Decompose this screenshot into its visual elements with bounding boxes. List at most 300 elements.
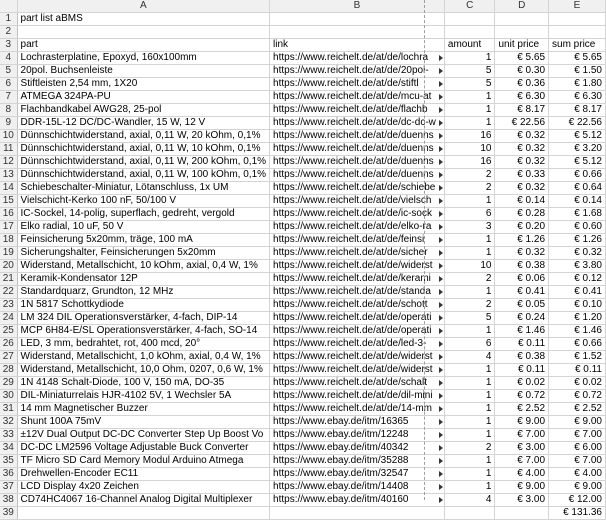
cell-sum-price[interactable]: € 1.26 xyxy=(549,234,606,247)
cell-sum-price[interactable]: € 6.00 xyxy=(549,442,606,455)
cell-amount[interactable]: 1 xyxy=(444,52,495,65)
cell-sum-price[interactable]: € 22.56 xyxy=(549,117,606,130)
row-number[interactable]: 18 xyxy=(0,234,17,247)
cell-amount[interactable]: 1 xyxy=(444,468,495,481)
cell-part[interactable]: Drehwellen-Encoder EC11 xyxy=(17,468,270,481)
text-overflow-arrow-icon xyxy=(439,432,443,438)
table-row xyxy=(0,260,606,273)
cell-part[interactable]: DDR-15L-12 DC/DC-Wandler, 15 W, 12 V xyxy=(17,117,270,130)
cell-link[interactable]: https://www.reichelt.de/at/de/kerami xyxy=(270,273,445,286)
cell-sum-price[interactable]: € 8.17 xyxy=(549,104,606,117)
row-number[interactable]: 24 xyxy=(0,312,17,325)
row-number[interactable]: 21 xyxy=(0,273,17,286)
table-row xyxy=(0,377,606,390)
cell-unit-price[interactable]: € 0.24 xyxy=(495,312,549,325)
cell-sum-price[interactable]: € 1.52 xyxy=(549,351,606,364)
row-number[interactable]: 15 xyxy=(0,195,17,208)
text-overflow-arrow-icon xyxy=(439,406,443,412)
cell-sum-price[interactable]: € 0.72 xyxy=(549,390,606,403)
cell-part[interactable]: Vielschicht-Kerko 100 nF, 50/100 V xyxy=(17,195,270,208)
text-overflow-arrow-icon xyxy=(439,120,443,126)
cell-unit-price[interactable]: € 0.32 xyxy=(495,130,549,143)
cell-part[interactable]: 14 mm Magnetischer Buzzer xyxy=(17,403,270,416)
text-overflow-arrow-icon xyxy=(439,315,443,321)
table-row xyxy=(0,52,606,65)
cell-sum-price[interactable]: € 7.00 xyxy=(549,455,606,468)
cell-amount[interactable]: 16 xyxy=(444,130,495,143)
cell-part[interactable]: MCP 6H84-E/SL Operationsverstärker, 4-fach, SO-14 xyxy=(17,325,270,338)
cell-part[interactable]: 1N 5817 Schottkydiode xyxy=(17,299,270,312)
table-row xyxy=(0,39,606,52)
table-row xyxy=(0,234,606,247)
cell-amount[interactable]: 1 xyxy=(444,455,495,468)
cell-empty[interactable] xyxy=(444,13,495,26)
cell-link[interactable]: https://www.reichelt.de/at/de/20pol- xyxy=(270,65,445,78)
cell-part[interactable]: Dünnschichtwiderstand, axial, 0,11 W, 200 kOhm, 0,1% xyxy=(17,156,270,169)
cell-sum-price[interactable]: € 0.64 xyxy=(549,182,606,195)
row-number[interactable]: 2 xyxy=(0,26,17,39)
cell-amount[interactable]: 6 xyxy=(444,338,495,351)
row-number[interactable]: 10 xyxy=(0,130,17,143)
cell-link[interactable]: https://www.reichelt.de/at/de/led-3- xyxy=(270,338,445,351)
row-number[interactable]: 23 xyxy=(0,299,17,312)
table-row xyxy=(0,143,606,156)
text-overflow-arrow-icon xyxy=(439,224,443,230)
row-number[interactable]: 30 xyxy=(0,390,17,403)
cell-link[interactable]: https://www.reichelt.de/at/de/standa xyxy=(270,286,445,299)
select-all-corner[interactable] xyxy=(0,0,17,13)
cell-empty[interactable] xyxy=(495,507,549,520)
cell-unit-price[interactable]: € 0.33 xyxy=(495,169,549,182)
cell-part[interactable]: LM 324 DIL Operationsverstärker, 4-fach, DIP-14 xyxy=(17,312,270,325)
cell-sum-price[interactable]: € 5.65 xyxy=(549,52,606,65)
cell-part[interactable]: Widerstand, Metallschicht, 10 kOhm, axial, 0,4 W, 1% xyxy=(17,260,270,273)
header-part[interactable]: part xyxy=(17,39,270,52)
row-number[interactable]: 3 xyxy=(0,39,17,52)
cell-unit-price[interactable]: € 5.65 xyxy=(495,52,549,65)
text-overflow-arrow-icon xyxy=(439,393,443,399)
table-row xyxy=(0,65,606,78)
header-sum-price[interactable]: sum price xyxy=(549,39,606,52)
row-number[interactable]: 32 xyxy=(0,416,17,429)
cell-empty[interactable] xyxy=(17,507,270,520)
cell-link[interactable]: https://www.ebay.de/itm/14408 xyxy=(270,481,445,494)
cell-link[interactable]: https://www.reichelt.de/at/de/dc-dc-w xyxy=(270,117,445,130)
text-overflow-arrow-icon xyxy=(439,419,443,425)
cell-amount[interactable]: 4 xyxy=(444,351,495,364)
table-row xyxy=(0,507,606,520)
cell-unit-price[interactable]: € 0.36 xyxy=(495,78,549,91)
cell-part[interactable]: Dünnschichtwiderstand, axial, 0,11 W, 10 kOhm, 0,1% xyxy=(17,143,270,156)
cell-sum-price[interactable]: € 0.12 xyxy=(549,273,606,286)
cell-part[interactable]: LED, 3 mm, bedrahtet, rot, 400 mcd, 20° xyxy=(17,338,270,351)
row-number[interactable]: 34 xyxy=(0,442,17,455)
cell-amount[interactable]: 5 xyxy=(444,312,495,325)
cell-link[interactable]: https://www.reichelt.de/at/de/elko-ra xyxy=(270,221,445,234)
cell-unit-price[interactable]: € 0.28 xyxy=(495,208,549,221)
cell-amount[interactable]: 10 xyxy=(444,260,495,273)
table-row xyxy=(0,351,606,364)
cell-sum-price[interactable]: € 2.52 xyxy=(549,403,606,416)
cell-part[interactable]: Widerstand, Metallschicht, 10,0 Ohm, 0207, 0,6 W, 1% xyxy=(17,364,270,377)
table-row xyxy=(0,312,606,325)
cell-part[interactable]: Elko radial, 10 uF, 50 V xyxy=(17,221,270,234)
cell-amount[interactable]: 2 xyxy=(444,299,495,312)
page-break-line xyxy=(424,0,425,500)
row-number[interactable]: 8 xyxy=(0,104,17,117)
cell-amount[interactable]: 1 xyxy=(444,364,495,377)
cell-amount[interactable]: 1 xyxy=(444,481,495,494)
cell-unit-price[interactable]: € 0.32 xyxy=(495,143,549,156)
text-overflow-arrow-icon xyxy=(439,367,443,373)
cell-amount[interactable]: 1 xyxy=(444,247,495,260)
row-number[interactable]: 38 xyxy=(0,494,17,507)
cell-sum-price[interactable]: € 0.02 xyxy=(549,377,606,390)
text-overflow-arrow-icon xyxy=(439,185,443,191)
cell-part[interactable]: TF Micro SD Card Memory Modul Arduino Atmega xyxy=(17,455,270,468)
cell-sum-price[interactable]: € 0.66 xyxy=(549,338,606,351)
cell-link[interactable]: https://www.reichelt.de/at/de/flachb xyxy=(270,104,445,117)
cell-unit-price[interactable]: € 0.11 xyxy=(495,364,549,377)
cell-part[interactable]: DIL-Miniaturrelais HJR-4102 5V, 1 Wechsler 5A xyxy=(17,390,270,403)
cell-part[interactable]: Lochrasterplatine, Epoxyd, 160x100mm xyxy=(17,52,270,65)
cell-sum-price[interactable]: € 6.30 xyxy=(549,91,606,104)
cell-amount[interactable]: 5 xyxy=(444,65,495,78)
cell-unit-price[interactable]: € 0.11 xyxy=(495,338,549,351)
cell-link[interactable]: https://www.ebay.de/itm/32547 xyxy=(270,468,445,481)
cell-part[interactable]: Sicherungshalter, Feinsicherungen 5x20mm xyxy=(17,247,270,260)
cell-unit-price[interactable]: € 0.30 xyxy=(495,65,549,78)
row-number[interactable]: 28 xyxy=(0,364,17,377)
cell-sum-price[interactable]: € 12.00 xyxy=(549,494,606,507)
cell-sum-price[interactable]: € 3.80 xyxy=(549,260,606,273)
cell-unit-price[interactable]: € 0.38 xyxy=(495,260,549,273)
row-number[interactable]: 39 xyxy=(0,507,17,520)
cell-empty[interactable] xyxy=(270,507,445,520)
cell-part[interactable]: 20pol. Buchsenleiste xyxy=(17,65,270,78)
cell-amount[interactable]: 3 xyxy=(444,221,495,234)
cell-part[interactable]: Schiebeschalter-Miniatur, Lötanschluss, 1x UM xyxy=(17,182,270,195)
cell-link[interactable]: https://www.reichelt.de/at/de/vielsch xyxy=(270,195,445,208)
cell-unit-price[interactable]: € 1.46 xyxy=(495,325,549,338)
cell-part[interactable]: Keramik-Kondensator 12P xyxy=(17,273,270,286)
text-overflow-arrow-icon xyxy=(439,354,443,360)
cell-amount[interactable]: 10 xyxy=(444,143,495,156)
cell-empty[interactable] xyxy=(495,13,549,26)
cell-unit-price[interactable]: € 0.05 xyxy=(495,299,549,312)
row-number[interactable]: 33 xyxy=(0,429,17,442)
cell-link[interactable]: https://www.reichelt.de/at/de/duenns xyxy=(270,143,445,156)
cell-empty[interactable] xyxy=(549,26,606,39)
cell-sum-price[interactable]: € 0.41 xyxy=(549,286,606,299)
cell-part[interactable]: ±12V Dual Output DC-DC Converter Step Up Boost Vo xyxy=(17,429,270,442)
table-row xyxy=(0,390,606,403)
row-number[interactable]: 12 xyxy=(0,156,17,169)
row-number[interactable]: 27 xyxy=(0,351,17,364)
table-row xyxy=(0,494,606,507)
cell-unit-price[interactable]: € 0.14 xyxy=(495,195,549,208)
cell-amount[interactable]: 1 xyxy=(444,104,495,117)
cell-link[interactable]: https://www.ebay.de/itm/40342 xyxy=(270,442,445,455)
cell-unit-price[interactable]: € 0.41 xyxy=(495,286,549,299)
table-row xyxy=(0,130,606,143)
row-number[interactable]: 37 xyxy=(0,481,17,494)
cell-amount[interactable]: 1 xyxy=(444,390,495,403)
row-number[interactable]: 1 xyxy=(0,13,17,26)
text-overflow-arrow-icon xyxy=(439,471,443,477)
cell-unit-price[interactable]: € 0.06 xyxy=(495,273,549,286)
cell-unit-price[interactable]: € 0.32 xyxy=(495,156,549,169)
header-unit-price[interactable]: unit price xyxy=(495,39,549,52)
text-overflow-arrow-icon xyxy=(439,497,443,503)
cell-unit-price[interactable]: € 7.00 xyxy=(495,429,549,442)
cell-unit-price[interactable]: € 0.32 xyxy=(495,182,549,195)
cell-sum-price[interactable]: € 5.12 xyxy=(549,156,606,169)
cell-sum-price[interactable]: € 5.12 xyxy=(549,130,606,143)
cell-part[interactable]: Standardquarz, Grundton, 12 MHz xyxy=(17,286,270,299)
cell-part[interactable]: Feinsicherung 5x20mm, träge, 100 mA xyxy=(17,234,270,247)
cell-amount[interactable]: 4 xyxy=(444,494,495,507)
row-number[interactable]: 36 xyxy=(0,468,17,481)
cell-link[interactable]: https://www.reichelt.de/at/de/schiebe xyxy=(270,182,445,195)
text-overflow-arrow-icon xyxy=(439,302,443,308)
cell-link[interactable]: https://www.reichelt.de/at/de/widerst xyxy=(270,364,445,377)
text-overflow-arrow-icon xyxy=(439,159,443,165)
cell-link[interactable]: https://www.reichelt.de/at/de/feinsi xyxy=(270,234,445,247)
header-link[interactable]: link xyxy=(270,39,445,52)
table-row xyxy=(0,325,606,338)
cell-sum-price[interactable]: € 0.14 xyxy=(549,195,606,208)
row-number[interactable]: 25 xyxy=(0,325,17,338)
cell-part[interactable]: Shunt 100A 75mV xyxy=(17,416,270,429)
row-number[interactable]: 6 xyxy=(0,78,17,91)
cell-amount[interactable]: 1 xyxy=(444,429,495,442)
cell-unit-price[interactable]: € 0.38 xyxy=(495,351,549,364)
cell-empty[interactable] xyxy=(270,13,445,26)
row-number[interactable]: 19 xyxy=(0,247,17,260)
cell-amount[interactable]: 1 xyxy=(444,403,495,416)
cell-unit-price[interactable]: € 7.00 xyxy=(495,455,549,468)
cell-part[interactable]: Flachbandkabel AWG28, 25-pol xyxy=(17,104,270,117)
text-overflow-arrow-icon xyxy=(439,289,443,295)
text-overflow-arrow-icon xyxy=(439,81,443,87)
row-number[interactable]: 7 xyxy=(0,91,17,104)
text-overflow-arrow-icon xyxy=(439,458,443,464)
row-number[interactable]: 20 xyxy=(0,260,17,273)
cell-link[interactable]: https://www.reichelt.de/at/de/duenns xyxy=(270,130,445,143)
cell-sum-price[interactable]: € 4.00 xyxy=(549,468,606,481)
text-overflow-arrow-icon xyxy=(439,328,443,334)
cell-part[interactable]: LCD Display 4x20 Zeichen xyxy=(17,481,270,494)
cell-link[interactable]: https://www.reichelt.de/at/de/operati xyxy=(270,312,445,325)
cell-amount[interactable]: 1 xyxy=(444,286,495,299)
cell-part[interactable]: ATMEGA 324PA-PU xyxy=(17,91,270,104)
cell-total-sum[interactable]: € 131.36 xyxy=(549,507,606,520)
column-header-b[interactable]: B xyxy=(270,0,445,13)
cell-unit-price[interactable]: € 8.17 xyxy=(495,104,549,117)
cell-part[interactable]: Widerstand, Metallschicht, 1,0 kOhm, axial, 0,4 W, 1% xyxy=(17,351,270,364)
cell-link[interactable]: https://www.reichelt.de/at/de/mcu-at xyxy=(270,91,445,104)
row-number[interactable]: 13 xyxy=(0,169,17,182)
cell-part[interactable]: IC-Sockel, 14-polig, superflach, gedreht, vergold xyxy=(17,208,270,221)
cell-title[interactable]: part list aBMS xyxy=(17,13,270,26)
cell-link[interactable]: https://www.reichelt.de/at/de/duenns xyxy=(270,156,445,169)
text-overflow-arrow-icon xyxy=(439,68,443,74)
text-overflow-arrow-icon xyxy=(439,107,443,113)
cell-amount[interactable]: 1 xyxy=(444,234,495,247)
cell-amount[interactable]: 2 xyxy=(444,273,495,286)
text-overflow-arrow-icon xyxy=(439,237,443,243)
table-row xyxy=(0,117,606,130)
cell-link[interactable]: https://www.reichelt.de/at/de/operati xyxy=(270,325,445,338)
cell-link[interactable]: https://www.ebay.de/itm/16365 xyxy=(270,416,445,429)
cell-amount[interactable]: 6 xyxy=(444,208,495,221)
cell-amount[interactable]: 5 xyxy=(444,78,495,91)
cell-unit-price[interactable]: € 9.00 xyxy=(495,416,549,429)
cell-link[interactable]: https://www.reichelt.de/at/de/lochra xyxy=(270,52,445,65)
cell-unit-price[interactable]: € 22.56 xyxy=(495,117,549,130)
cell-part[interactable]: DC-DC LM2596 Voltage Adjustable Buck Converter xyxy=(17,442,270,455)
table-row xyxy=(0,403,606,416)
cell-amount[interactable]: 16 xyxy=(444,156,495,169)
row-number[interactable]: 14 xyxy=(0,182,17,195)
cell-sum-price[interactable]: € 1.46 xyxy=(549,325,606,338)
column-header-row xyxy=(0,0,606,13)
table-row xyxy=(0,26,606,39)
cell-sum-price[interactable]: € 3.20 xyxy=(549,143,606,156)
cell-amount[interactable]: 2 xyxy=(444,169,495,182)
table-row xyxy=(0,299,606,312)
column-header-c[interactable]: C xyxy=(444,0,495,13)
cell-link[interactable]: https://www.reichelt.de/at/de/dil-mini xyxy=(270,390,445,403)
row-number[interactable]: 4 xyxy=(0,52,17,65)
text-overflow-arrow-icon xyxy=(439,133,443,139)
cell-sum-price[interactable]: € 1.80 xyxy=(549,78,606,91)
cell-unit-price[interactable]: € 9.00 xyxy=(495,481,549,494)
cell-link[interactable]: https://www.ebay.de/itm/12248 xyxy=(270,429,445,442)
table-row xyxy=(0,195,606,208)
cell-link[interactable]: https://www.ebay.de/itm/35288 xyxy=(270,455,445,468)
cell-amount[interactable]: 1 xyxy=(444,325,495,338)
cell-sum-price[interactable]: € 1.20 xyxy=(549,312,606,325)
cell-empty[interactable] xyxy=(549,13,606,26)
cell-amount[interactable]: 1 xyxy=(444,377,495,390)
cell-link[interactable]: https://www.reichelt.de/at/de/schalt xyxy=(270,377,445,390)
text-overflow-arrow-icon xyxy=(439,250,443,256)
row-number[interactable]: 5 xyxy=(0,65,17,78)
cell-sum-price[interactable]: € 0.10 xyxy=(549,299,606,312)
row-number[interactable]: 29 xyxy=(0,377,17,390)
cell-sum-price[interactable]: € 9.00 xyxy=(549,481,606,494)
cell-sum-price[interactable]: € 9.00 xyxy=(549,416,606,429)
row-number[interactable]: 22 xyxy=(0,286,17,299)
table-row xyxy=(0,429,606,442)
cell-empty[interactable] xyxy=(270,26,445,39)
table-row xyxy=(0,91,606,104)
row-number[interactable]: 17 xyxy=(0,221,17,234)
column-header-a[interactable]: A xyxy=(17,0,270,13)
cell-sum-price[interactable]: € 0.11 xyxy=(549,364,606,377)
cell-part[interactable]: Dünnschichtwiderstand, axial, 0,11 W, 20 kOhm, 0,1% xyxy=(17,130,270,143)
cell-link[interactable]: https://www.reichelt.de/at/de/duenns xyxy=(270,169,445,182)
table-row xyxy=(0,481,606,494)
cell-amount[interactable]: 1 xyxy=(444,195,495,208)
cell-empty[interactable] xyxy=(17,26,270,39)
table-row xyxy=(0,169,606,182)
cell-unit-price[interactable]: € 3.00 xyxy=(495,442,549,455)
column-header-e[interactable]: E xyxy=(549,0,606,13)
text-overflow-arrow-icon xyxy=(439,198,443,204)
cell-unit-price[interactable]: € 0.32 xyxy=(495,247,549,260)
text-overflow-arrow-icon xyxy=(439,341,443,347)
cell-part[interactable]: Dünnschichtwiderstand, axial, 0,11 W, 100 kOhm, 0,1% xyxy=(17,169,270,182)
cell-part[interactable]: Stiftleisten 2,54 mm, 1X20 xyxy=(17,78,270,91)
row-number[interactable]: 31 xyxy=(0,403,17,416)
text-overflow-arrow-icon xyxy=(439,380,443,386)
cell-amount[interactable]: 2 xyxy=(444,182,495,195)
cell-link[interactable]: https://www.reichelt.de/at/de/ic-sock xyxy=(270,208,445,221)
cell-amount[interactable]: 2 xyxy=(444,442,495,455)
column-header-d[interactable]: D xyxy=(495,0,549,13)
row-number[interactable]: 9 xyxy=(0,117,17,130)
cell-part[interactable]: 1N 4148 Schalt-Diode, 100 V, 150 mA, DO-35 xyxy=(17,377,270,390)
cell-amount[interactable]: 1 xyxy=(444,117,495,130)
table-row xyxy=(0,247,606,260)
cell-link[interactable]: https://www.reichelt.de/at/de/widerst xyxy=(270,260,445,273)
table-row xyxy=(0,338,606,351)
cell-amount[interactable]: 1 xyxy=(444,91,495,104)
cell-unit-price[interactable]: € 0.20 xyxy=(495,221,549,234)
cell-unit-price[interactable]: € 4.00 xyxy=(495,468,549,481)
cell-empty[interactable] xyxy=(495,26,549,39)
table-row xyxy=(0,78,606,91)
cell-link[interactable]: https://www.reichelt.de/at/de/widerst xyxy=(270,351,445,364)
cell-sum-price[interactable]: € 1.68 xyxy=(549,208,606,221)
cell-empty[interactable] xyxy=(444,507,495,520)
text-overflow-arrow-icon xyxy=(439,94,443,100)
cell-unit-price[interactable]: € 3.00 xyxy=(495,494,549,507)
cell-sum-price[interactable]: € 0.32 xyxy=(549,247,606,260)
cell-unit-price[interactable]: € 1.26 xyxy=(495,234,549,247)
header-amount[interactable]: amount xyxy=(444,39,495,52)
text-overflow-arrow-icon xyxy=(439,55,443,61)
table-row xyxy=(0,182,606,195)
cell-link[interactable]: https://www.ebay.de/itm/40160 xyxy=(270,494,445,507)
text-overflow-arrow-icon xyxy=(439,445,443,451)
cell-part[interactable]: CD74HC4067 16-Channel Analog Digital Multiplexer xyxy=(17,494,270,507)
cell-sum-price[interactable]: € 0.60 xyxy=(549,221,606,234)
cell-unit-price[interactable]: € 2.52 xyxy=(495,403,549,416)
row-number[interactable]: 11 xyxy=(0,143,17,156)
cell-link[interactable]: https://www.reichelt.de/at/de/stiftl xyxy=(270,78,445,91)
row-number[interactable]: 26 xyxy=(0,338,17,351)
cell-empty[interactable] xyxy=(444,26,495,39)
table-row xyxy=(0,104,606,117)
cell-link[interactable]: https://www.reichelt.de/at/de/schott xyxy=(270,299,445,312)
cell-sum-price[interactable]: € 1.50 xyxy=(549,65,606,78)
cell-link[interactable]: https://www.reichelt.de/at/de/14-mm xyxy=(270,403,445,416)
cell-sum-price[interactable]: € 7.00 xyxy=(549,429,606,442)
cell-unit-price[interactable]: € 0.02 xyxy=(495,377,549,390)
text-overflow-arrow-icon xyxy=(439,263,443,269)
cell-link[interactable]: https://www.reichelt.de/at/de/sicher xyxy=(270,247,445,260)
row-number[interactable]: 35 xyxy=(0,455,17,468)
cell-sum-price[interactable]: € 0.66 xyxy=(549,169,606,182)
row-number[interactable]: 16 xyxy=(0,208,17,221)
cell-unit-price[interactable]: € 6.30 xyxy=(495,91,549,104)
cell-unit-price[interactable]: € 0.72 xyxy=(495,390,549,403)
cell-amount[interactable]: 1 xyxy=(444,416,495,429)
